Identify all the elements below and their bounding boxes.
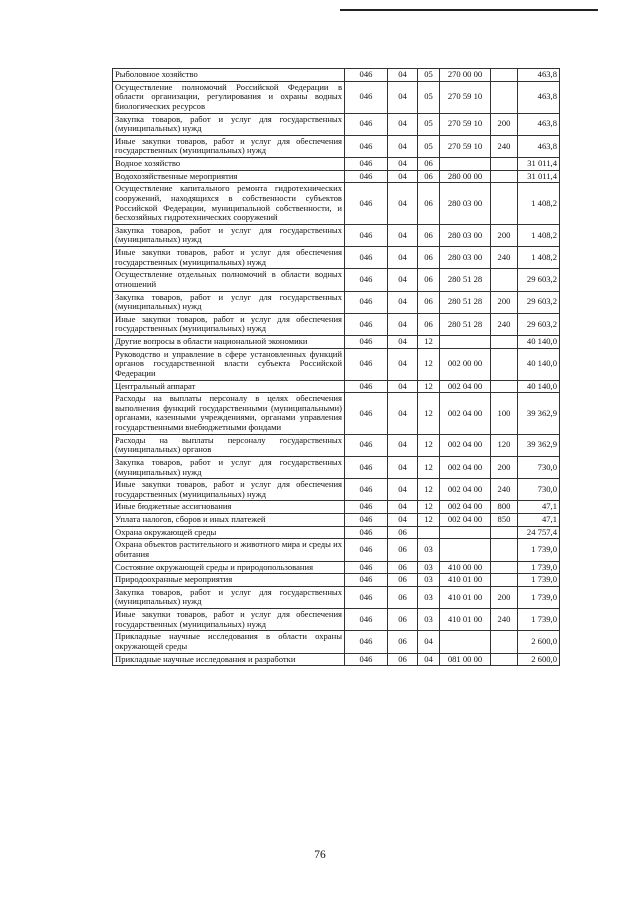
table-row (113, 336, 560, 349)
cell-subsection: 04 (418, 631, 440, 653)
cell-admin-code: 046 (345, 313, 388, 335)
cell-expense-type: 200 (491, 456, 518, 478)
table-row (113, 247, 560, 269)
cell-target-article: 410 00 00 (440, 561, 491, 574)
cell-subsection: 06 (418, 224, 440, 246)
cell-amount: 1 739,0 (518, 609, 560, 631)
cell-section: 04 (388, 514, 418, 527)
table-row (113, 81, 560, 113)
cell-target-article: 410 01 00 (440, 586, 491, 608)
cell-expense-type: 800 (491, 501, 518, 514)
cell-name: Иные закупки товаров, работ и услуг для обеспечения государственных (муниципальных) нужд (113, 479, 345, 501)
cell-admin-code: 046 (345, 393, 388, 435)
cell-subsection: 12 (418, 514, 440, 527)
cell-section: 06 (388, 539, 418, 561)
cell-subsection: 12 (418, 501, 440, 514)
cell-admin-code: 046 (345, 653, 388, 666)
cell-amount: 463,8 (518, 69, 560, 82)
cell-amount: 2 600,0 (518, 631, 560, 653)
cell-name: Иные закупки товаров, работ и услуг для обеспечения государственных (муниципальных) нужд (113, 313, 345, 335)
cell-subsection: 03 (418, 609, 440, 631)
cell-amount: 24 757,4 (518, 526, 560, 539)
cell-subsection: 12 (418, 479, 440, 501)
table-row (113, 526, 560, 539)
cell-section: 04 (388, 501, 418, 514)
cell-section: 04 (388, 224, 418, 246)
cell-name: Другие вопросы в области национальной экономики (113, 336, 345, 349)
table-row (113, 224, 560, 246)
cell-expense-type: 850 (491, 514, 518, 527)
cell-subsection: 12 (418, 393, 440, 435)
cell-admin-code: 046 (345, 113, 388, 135)
cell-name: Прикладные научные исследования в области охраны окружающей среды (113, 631, 345, 653)
cell-target-article: 002 04 00 (440, 456, 491, 478)
cell-target-article: 270 59 10 (440, 135, 491, 157)
cell-subsection: 06 (418, 170, 440, 183)
cell-target-article: 280 03 00 (440, 224, 491, 246)
cell-target-article: 002 04 00 (440, 514, 491, 527)
cell-name: Водохозяйственные мероприятия (113, 170, 345, 183)
cell-amount: 29 603,2 (518, 291, 560, 313)
cell-section: 04 (388, 183, 418, 225)
top-rule (340, 9, 598, 11)
table-row (113, 158, 560, 171)
cell-subsection: 12 (418, 336, 440, 349)
cell-amount: 39 362,9 (518, 393, 560, 435)
cell-expense-type (491, 561, 518, 574)
cell-expense-type: 240 (491, 135, 518, 157)
cell-expense-type (491, 81, 518, 113)
cell-admin-code: 046 (345, 479, 388, 501)
cell-expense-type (491, 380, 518, 393)
cell-subsection: 03 (418, 586, 440, 608)
cell-admin-code: 046 (345, 539, 388, 561)
cell-name: Иные бюджетные ассигнования (113, 501, 345, 514)
cell-target-article: 002 04 00 (440, 393, 491, 435)
cell-target-article: 002 04 00 (440, 501, 491, 514)
cell-subsection: 12 (418, 380, 440, 393)
cell-expense-type (491, 539, 518, 561)
cell-subsection: 06 (418, 291, 440, 313)
cell-section: 04 (388, 393, 418, 435)
cell-amount: 40 140,0 (518, 348, 560, 380)
cell-name: Осуществление капитального ремонта гидротехнических сооружений, находящихся в собственности субъектов Российской Федерации, муниципальной собственности, и бесхозяйных гидротехнических сооружений (113, 183, 345, 225)
cell-amount: 40 140,0 (518, 336, 560, 349)
cell-admin-code: 046 (345, 609, 388, 631)
cell-amount: 1 408,2 (518, 247, 560, 269)
cell-section: 06 (388, 609, 418, 631)
cell-section: 04 (388, 336, 418, 349)
cell-name: Уплата налогов, сборов и иных платежей (113, 514, 345, 527)
cell-target-article (440, 526, 491, 539)
cell-name: Закупка товаров, работ и услуг для государственных (муниципальных) нужд (113, 291, 345, 313)
cell-expense-type: 100 (491, 393, 518, 435)
cell-amount: 1 739,0 (518, 539, 560, 561)
cell-admin-code: 046 (345, 81, 388, 113)
cell-amount: 1 739,0 (518, 574, 560, 587)
cell-admin-code: 046 (345, 586, 388, 608)
cell-name: Прикладные научные исследования и разработки (113, 653, 345, 666)
cell-name: Осуществление отдельных полномочий в области водных отношений (113, 269, 345, 291)
cell-subsection: 12 (418, 348, 440, 380)
table-row (113, 456, 560, 478)
cell-target-article: 280 51 28 (440, 269, 491, 291)
cell-admin-code: 046 (345, 336, 388, 349)
cell-subsection: 05 (418, 135, 440, 157)
table-row (113, 113, 560, 135)
cell-section: 06 (388, 631, 418, 653)
cell-name: Закупка товаров, работ и услуг для государственных (муниципальных) нужд (113, 224, 345, 246)
cell-admin-code: 046 (345, 514, 388, 527)
cell-subsection: 12 (418, 456, 440, 478)
cell-section: 04 (388, 247, 418, 269)
table-row (113, 170, 560, 183)
cell-expense-type: 240 (491, 313, 518, 335)
cell-target-article: 280 51 28 (440, 313, 491, 335)
cell-target-article: 280 00 00 (440, 170, 491, 183)
cell-amount: 40 140,0 (518, 380, 560, 393)
cell-admin-code: 046 (345, 574, 388, 587)
cell-admin-code: 046 (345, 291, 388, 313)
cell-expense-type: 240 (491, 247, 518, 269)
cell-name: Расходы на выплаты персоналу в целях обеспечения выполнения функций государственными (муниципальными) органами, казенными учреждениями, органами управления государственными внебюджетными фондами (113, 393, 345, 435)
cell-amount: 31 011,4 (518, 170, 560, 183)
cell-amount: 31 011,4 (518, 158, 560, 171)
cell-name: Расходы на выплаты персоналу государственных (муниципальных) органов (113, 434, 345, 456)
cell-expense-type (491, 183, 518, 225)
cell-subsection: 03 (418, 574, 440, 587)
cell-target-article (440, 158, 491, 171)
cell-amount: 730,0 (518, 456, 560, 478)
cell-target-article: 002 04 00 (440, 380, 491, 393)
cell-amount: 47,1 (518, 514, 560, 527)
cell-name: Состояние окружающей среды и природопользования (113, 561, 345, 574)
cell-amount: 730,0 (518, 479, 560, 501)
table-row (113, 434, 560, 456)
cell-amount: 29 603,2 (518, 313, 560, 335)
cell-subsection: 06 (418, 158, 440, 171)
cell-amount: 39 362,9 (518, 434, 560, 456)
table-row (113, 135, 560, 157)
cell-expense-type (491, 574, 518, 587)
table-row (113, 69, 560, 82)
cell-target-article (440, 336, 491, 349)
cell-amount: 1 408,2 (518, 224, 560, 246)
budget-table (112, 68, 560, 666)
table-row (113, 183, 560, 225)
cell-subsection: 06 (418, 183, 440, 225)
cell-section: 04 (388, 269, 418, 291)
cell-name: Природоохранные мероприятия (113, 574, 345, 587)
cell-name: Иные закупки товаров, работ и услуг для обеспечения государственных (муниципальных) нужд (113, 609, 345, 631)
cell-target-article: 410 01 00 (440, 574, 491, 587)
cell-name: Водное хозяйство (113, 158, 345, 171)
cell-target-article: 270 00 00 (440, 69, 491, 82)
cell-name: Рыболовное хозяйство (113, 69, 345, 82)
cell-admin-code: 046 (345, 183, 388, 225)
cell-section: 04 (388, 170, 418, 183)
cell-target-article: 270 59 10 (440, 81, 491, 113)
cell-expense-type (491, 69, 518, 82)
table-row (113, 586, 560, 608)
cell-subsection: 04 (418, 653, 440, 666)
cell-name: Закупка товаров, работ и услуг для государственных (муниципальных) нужд (113, 586, 345, 608)
cell-target-article: 002 04 00 (440, 479, 491, 501)
table-row (113, 479, 560, 501)
cell-amount: 47,1 (518, 501, 560, 514)
cell-section: 04 (388, 348, 418, 380)
cell-admin-code: 046 (345, 631, 388, 653)
cell-subsection (418, 526, 440, 539)
page-number: 76 (314, 849, 326, 861)
cell-subsection: 05 (418, 113, 440, 135)
table-row (113, 393, 560, 435)
cell-section: 06 (388, 586, 418, 608)
cell-section: 04 (388, 135, 418, 157)
cell-target-article: 270 59 10 (440, 113, 491, 135)
cell-amount: 463,8 (518, 81, 560, 113)
cell-expense-type (491, 269, 518, 291)
cell-expense-type: 200 (491, 113, 518, 135)
cell-amount: 463,8 (518, 135, 560, 157)
cell-admin-code: 046 (345, 561, 388, 574)
table-row (113, 269, 560, 291)
cell-admin-code: 046 (345, 224, 388, 246)
cell-target-article (440, 539, 491, 561)
cell-admin-code: 046 (345, 158, 388, 171)
cell-expense-type: 240 (491, 609, 518, 631)
cell-section: 04 (388, 380, 418, 393)
cell-amount: 1 739,0 (518, 586, 560, 608)
cell-amount: 2 600,0 (518, 653, 560, 666)
cell-expense-type (491, 170, 518, 183)
cell-admin-code: 046 (345, 526, 388, 539)
table-row (113, 574, 560, 587)
cell-section: 04 (388, 158, 418, 171)
table-row (113, 380, 560, 393)
table-row (113, 653, 560, 666)
cell-section: 04 (388, 81, 418, 113)
cell-target-article: 002 04 00 (440, 434, 491, 456)
cell-section: 04 (388, 291, 418, 313)
table-row (113, 561, 560, 574)
table-row (113, 514, 560, 527)
cell-expense-type (491, 526, 518, 539)
cell-name: Закупка товаров, работ и услуг для государственных (муниципальных) нужд (113, 456, 345, 478)
cell-admin-code: 046 (345, 135, 388, 157)
cell-section: 04 (388, 69, 418, 82)
cell-admin-code: 046 (345, 456, 388, 478)
cell-section: 04 (388, 113, 418, 135)
table-row (113, 539, 560, 561)
cell-expense-type (491, 348, 518, 380)
cell-expense-type (491, 336, 518, 349)
cell-target-article: 280 03 00 (440, 247, 491, 269)
cell-name: Центральный аппарат (113, 380, 345, 393)
cell-name: Иные закупки товаров, работ и услуг для обеспечения государственных (муниципальных) нужд (113, 135, 345, 157)
cell-target-article: 280 51 28 (440, 291, 491, 313)
cell-target-article: 081 00 00 (440, 653, 491, 666)
cell-section: 06 (388, 526, 418, 539)
cell-subsection: 12 (418, 434, 440, 456)
cell-admin-code: 046 (345, 170, 388, 183)
cell-section: 06 (388, 574, 418, 587)
cell-section: 04 (388, 456, 418, 478)
cell-expense-type: 200 (491, 291, 518, 313)
cell-admin-code: 046 (345, 348, 388, 380)
table-row (113, 348, 560, 380)
cell-section: 04 (388, 479, 418, 501)
cell-target-article (440, 631, 491, 653)
cell-subsection: 05 (418, 81, 440, 113)
cell-target-article: 410 01 00 (440, 609, 491, 631)
cell-name: Руководство и управление в сфере установленных функций органов государственной власти субъекта Российской Федерации (113, 348, 345, 380)
cell-expense-type (491, 631, 518, 653)
cell-admin-code: 046 (345, 247, 388, 269)
cell-admin-code: 046 (345, 69, 388, 82)
cell-subsection: 05 (418, 69, 440, 82)
cell-subsection: 03 (418, 539, 440, 561)
cell-name: Охрана объектов растительного и животного мира и среды их обитания (113, 539, 345, 561)
cell-target-article: 280 03 00 (440, 183, 491, 225)
cell-amount: 1 739,0 (518, 561, 560, 574)
cell-subsection: 06 (418, 247, 440, 269)
cell-expense-type: 200 (491, 224, 518, 246)
cell-admin-code: 046 (345, 434, 388, 456)
cell-section: 06 (388, 653, 418, 666)
cell-name: Иные закупки товаров, работ и услуг для обеспечения государственных (муниципальных) нужд (113, 247, 345, 269)
cell-amount: 29 603,2 (518, 269, 560, 291)
cell-expense-type: 240 (491, 479, 518, 501)
cell-amount: 463,8 (518, 113, 560, 135)
cell-expense-type (491, 158, 518, 171)
cell-subsection: 03 (418, 561, 440, 574)
cell-name: Закупка товаров, работ и услуг для государственных (муниципальных) нужд (113, 113, 345, 135)
cell-admin-code: 046 (345, 501, 388, 514)
cell-name: Осуществление полномочий Российской Федерации в области организации, регулирования и охраны водных биологических ресурсов (113, 81, 345, 113)
cell-expense-type: 200 (491, 586, 518, 608)
cell-subsection: 06 (418, 313, 440, 335)
cell-expense-type: 120 (491, 434, 518, 456)
cell-subsection: 06 (418, 269, 440, 291)
cell-admin-code: 046 (345, 380, 388, 393)
table-row (113, 631, 560, 653)
table-row (113, 291, 560, 313)
cell-section: 04 (388, 313, 418, 335)
cell-section: 06 (388, 561, 418, 574)
cell-section: 04 (388, 434, 418, 456)
cell-expense-type (491, 653, 518, 666)
cell-target-article: 002 00 00 (440, 348, 491, 380)
table-row (113, 501, 560, 514)
cell-admin-code: 046 (345, 269, 388, 291)
table-row (113, 609, 560, 631)
cell-name: Охрана окружающей среды (113, 526, 345, 539)
cell-amount: 1 408,2 (518, 183, 560, 225)
table-row (113, 313, 560, 335)
